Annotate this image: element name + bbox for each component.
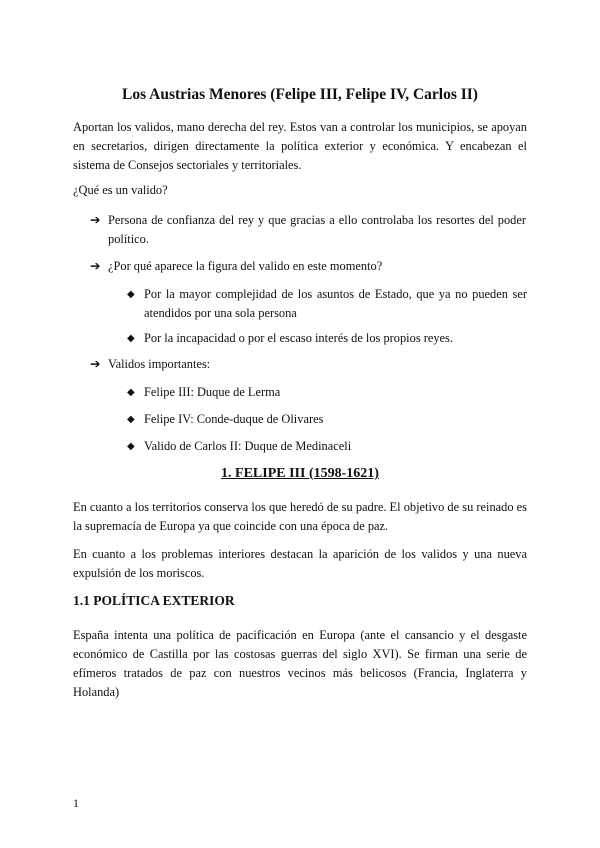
diamond-icon: ◆ — [127, 289, 135, 300]
page-number: 1 — [73, 796, 79, 810]
bullet-text: ¿Por qué aparece la figura del valido en este momento? — [108, 259, 383, 273]
sub-bullet-text: Felipe III: Duque de Lerma — [144, 385, 281, 399]
diamond-icon: ◆ — [127, 414, 135, 425]
diamond-icon: ◆ — [127, 441, 135, 452]
arrow-icon: ➔ — [90, 259, 101, 273]
document-title: Los Austrias Menores (Felipe III, Felipe IV, Carlos II) — [122, 86, 478, 103]
bullet-item — [90, 257, 526, 276]
subsection-paragraph: España intenta una política de pacificación en Europa (ante el cansancio y el desgaste económico de Castilla por las costosas guerras del siglo XVI). Se firman una serie de efímeros tratados de paz con nuestros vecinos más belicosos (Francia, Inglaterra y Holanda) — [73, 628, 527, 699]
bullet-text: Persona de confianza del rey y que gracias a ello controlaba los resortes del poder político. — [108, 213, 526, 246]
sub-bullet-text: Por la mayor complejidad de los asuntos de Estado, que ya no pueden ser atendidos por una sola persona — [144, 287, 527, 320]
diamond-icon: ◆ — [127, 333, 135, 344]
arrow-icon: ➔ — [90, 357, 101, 371]
sub-bullet-item — [127, 437, 527, 456]
sub-bullet-text: Por la incapacidad o por el escaso interés de los propios reyes. — [144, 331, 453, 345]
sub-bullet-item — [127, 329, 527, 348]
question-line: ¿Qué es un valido? — [73, 183, 168, 197]
bullet-text: Validos importantes: — [108, 357, 211, 371]
diamond-icon: ◆ — [127, 387, 135, 398]
sub-bullet-item — [127, 383, 527, 402]
arrow-icon: ➔ — [90, 213, 101, 227]
sub-bullet-text: Valido de Carlos II: Duque de Medinaceli — [144, 439, 352, 453]
bullet-item — [90, 211, 526, 249]
sub-bullet-item — [127, 285, 527, 323]
section-paragraph: En cuanto a los territorios conserva los que heredó de su padre. El objetivo de su reinado es la supremacía de Europa ya que coincide con una época de paz. — [73, 500, 527, 533]
section-paragraph: En cuanto a los problemas interiores destacan la aparición de los validos y una nueva expulsión de los moriscos. — [73, 547, 527, 580]
subsection-heading: 1.1 POLÍTICA EXTERIOR — [73, 593, 235, 608]
bullet-item — [90, 355, 526, 374]
intro-paragraph: Aportan los validos, mano derecha del rey. Estos van a controlar los municipios, se apoyan en secretarios, dirigen directamente la política exterior y económica. Y encabezan el sistema de Consejos sectoriales y territoriales. — [73, 120, 527, 172]
sub-bullet-text: Felipe IV: Conde-duque de Olivares — [144, 412, 324, 426]
sub-bullet-item — [127, 410, 527, 429]
section-heading: 1. FELIPE III (1598-1621) — [221, 466, 379, 481]
